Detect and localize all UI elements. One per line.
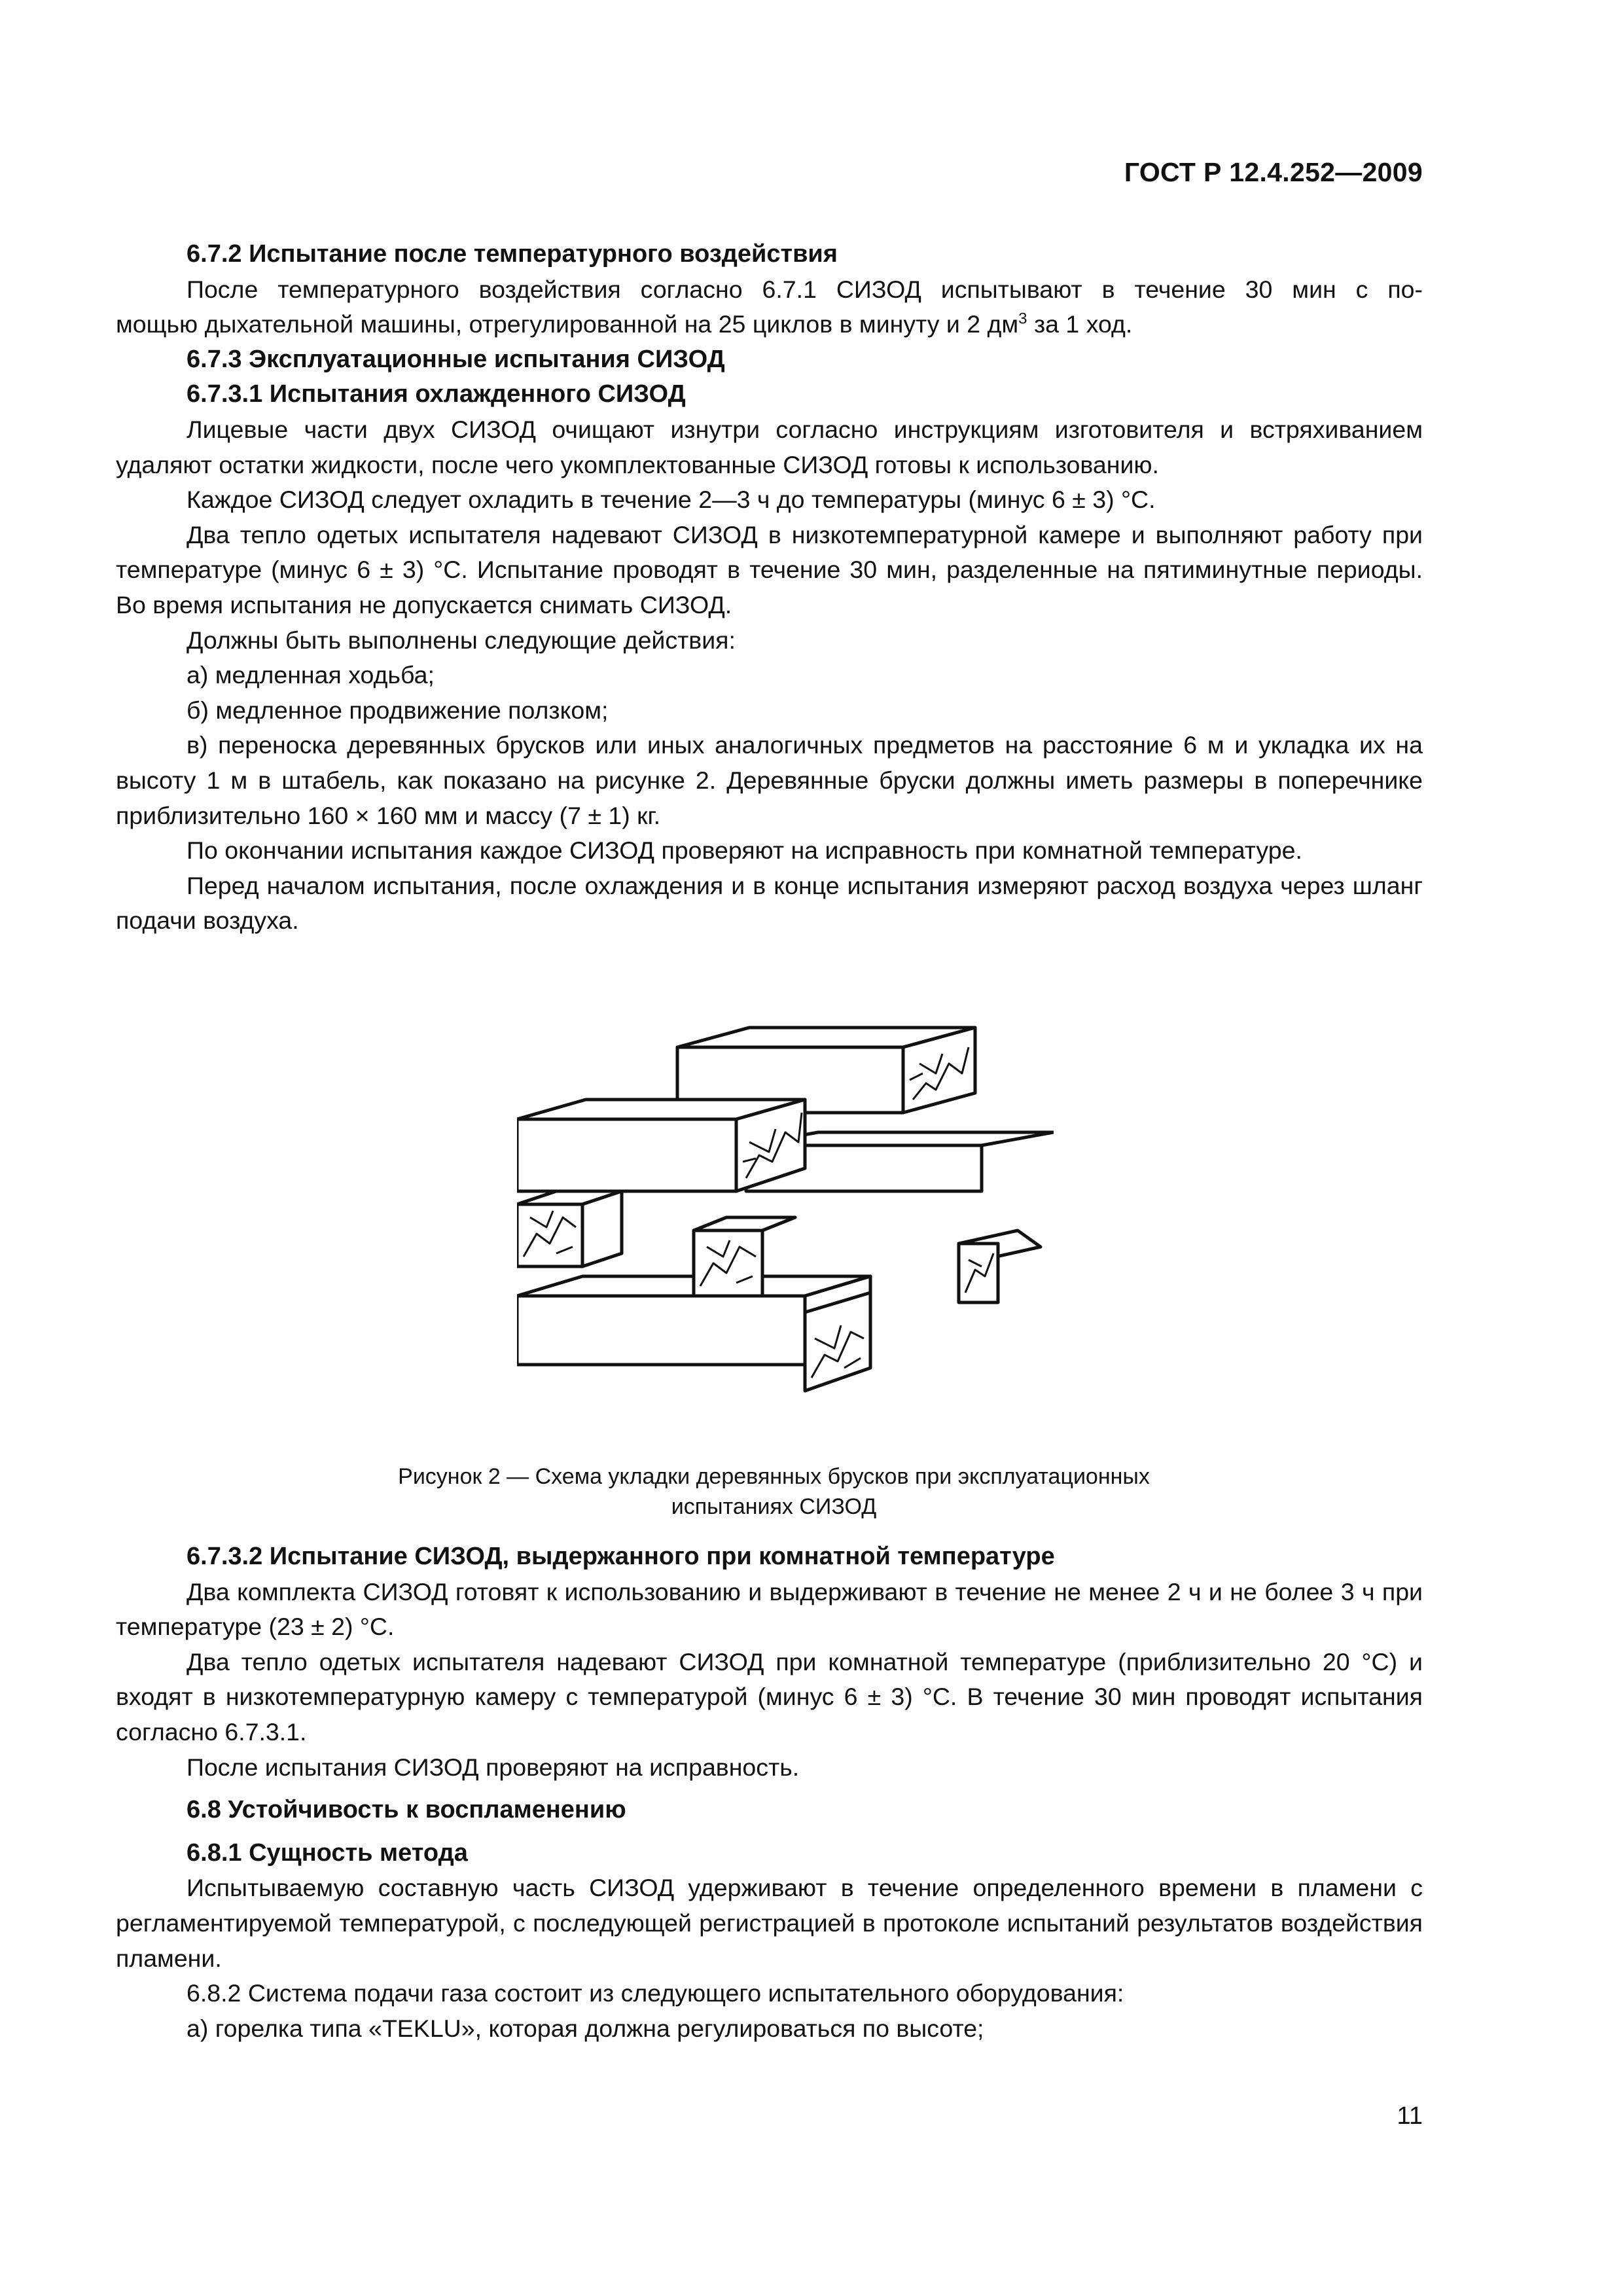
- paragraph-6-8-1: Испытываемую составную часть СИЗОД удерживают в течение определенного времени в пламени с регламентируемой температурой, с последующей регистрацией в протоколе испытаний результатов воздействия пламени.: [116, 1874, 1423, 1972]
- bottom-front-bar-front: [517, 1296, 805, 1365]
- section-heading-6-7-2: 6.7.2 Испытание после температурного воздействия: [187, 240, 838, 268]
- paragraph-6-7-2-line2: [116, 307, 1423, 342]
- section-heading-6-7-3: 6.7.3 Эксплуатационные испытания СИЗОД: [187, 345, 725, 373]
- timber-stack-drawing: [517, 1001, 1054, 1433]
- page-content-lower: [116, 1539, 1423, 2046]
- list-item-b: б) медленное продвижение ползком;: [187, 696, 609, 724]
- paragraph-6-7-3-2-p2: Два тепло одетых испытателя надевают СИЗОД при комнатной температуре (приблизительно 20 °С) и входят в низкотемпературную камеру с температурой (минус 6 ± 3) °С. В течение 30 мин проводят испытания согласно 6.7.3.1.: [116, 1647, 1423, 1746]
- section-heading-6-7-3-1: 6.7.3.1 Испытания охлажденного СИЗОД: [187, 380, 686, 408]
- center-end-face: [694, 1230, 762, 1296]
- paragraph-6-7-3-1-p1: Лицевые части двух СИЗОД очищают изнутри согласно инструкциям изготовителя и встряхиванием удаляют остатки жидкости, после чего укомплектованные СИЗОД готовы к использованию.: [116, 415, 1423, 478]
- paragraph-6-7-2-line2-text: мощью дыхательной машины, отрегулированной на 25 циклов в минуту и 2 дм: [116, 310, 1019, 338]
- page-number: 11: [1397, 2102, 1423, 2130]
- list-item-c: в) переноска деревянных брусков или иных аналогичных предметов на расстояние 6 м и укладка их на высоту 1 м в штабель, как показано на рисунке 2. Деревянные бруски должны иметь размеры в поперечнике приблизительно 160 × 160 мм и массу (7 ± 1) кг.: [116, 731, 1423, 829]
- paragraph-6-7-3-1-p3: Два тепло одетых испытателя надевают СИЗОД в низкотемпературной камере и выполняют работу при температуре (минус 6 ± 3) °С. Испытание проводят в течение 30 мин, разделенные на пятиминутные периоды. Во время испытания не допускается снимать СИЗОД.: [116, 520, 1423, 619]
- section-heading-6-8-1: 6.8.1 Сущность метода: [187, 1839, 468, 1867]
- figure-2-caption: [0, 1462, 1548, 1522]
- paragraph-6-7-3-1-p6: Перед началом испытания, после охлаждения и в конце испытания измеряют расход воздуха через шланг подачи воздуха.: [116, 871, 1423, 935]
- figure-2-timber-stack: [517, 1001, 1054, 1433]
- paragraph-6-7-3-1-p5: По окончании испытания каждое СИЗОД проверяют на исправность при комнатной температуре.: [187, 836, 1302, 865]
- paragraph-6-7-3-2-p1: Два комплекта СИЗОД готовят к использованию и выдерживают в течение не менее 2 ч и не более 3 ч при температуре (23 ± 2) °С.: [116, 1577, 1423, 1641]
- page-content: [116, 237, 1423, 939]
- figure-caption-line1: Рисунок 2 — Схема укладки деревянных брусков при эксплуатационных: [398, 1464, 1150, 1489]
- left-end-side: [582, 1191, 622, 1266]
- top-front-bar-front: [517, 1119, 736, 1191]
- left-end-face: [517, 1204, 582, 1266]
- figure-caption-line2: испытаниях СИЗОД: [671, 1494, 877, 1519]
- document-number: ГОСТ Р 12.4.252—2009: [1124, 157, 1423, 187]
- paragraph-6-7-3-2-p3: После испытания СИЗОД проверяют на исправность.: [187, 1753, 800, 1781]
- superscript-3: 3: [1018, 310, 1027, 328]
- paragraph-6-8-2: 6.8.2 Система подачи газа состоит из следующего испытательного оборудования:: [187, 1979, 1124, 2007]
- paragraph-6-7-2-line2-tail: за 1 ход.: [1027, 310, 1133, 338]
- section-heading-6-7-3-2: 6.7.3.2 Испытание СИЗОД, выдержанного при комнатной температуре: [187, 1543, 1055, 1570]
- paragraph-6-7-3-1-p4: Должны быть выполнены следующие действия:: [187, 626, 736, 654]
- list-item-a: а) медленная ходьба;: [187, 661, 435, 689]
- paragraph-6-7-2-line1: После температурного воздействия согласно 6.7.1 СИЗОД испытывают в течение 30 мин с по-: [187, 275, 1423, 303]
- paragraph-6-7-3-1-p2: Каждое СИЗОД следует охладить в течение 2—3 ч до температуры (минус 6 ± 3) °С.: [187, 486, 1156, 514]
- center-end-top: [694, 1217, 795, 1230]
- section-heading-6-8: 6.8 Устойчивость к воспламенению: [187, 1796, 626, 1824]
- list-item-6-8-2-a: а) горелка типа «TEKLU», которая должна регулироваться по высоте;: [187, 2014, 984, 2042]
